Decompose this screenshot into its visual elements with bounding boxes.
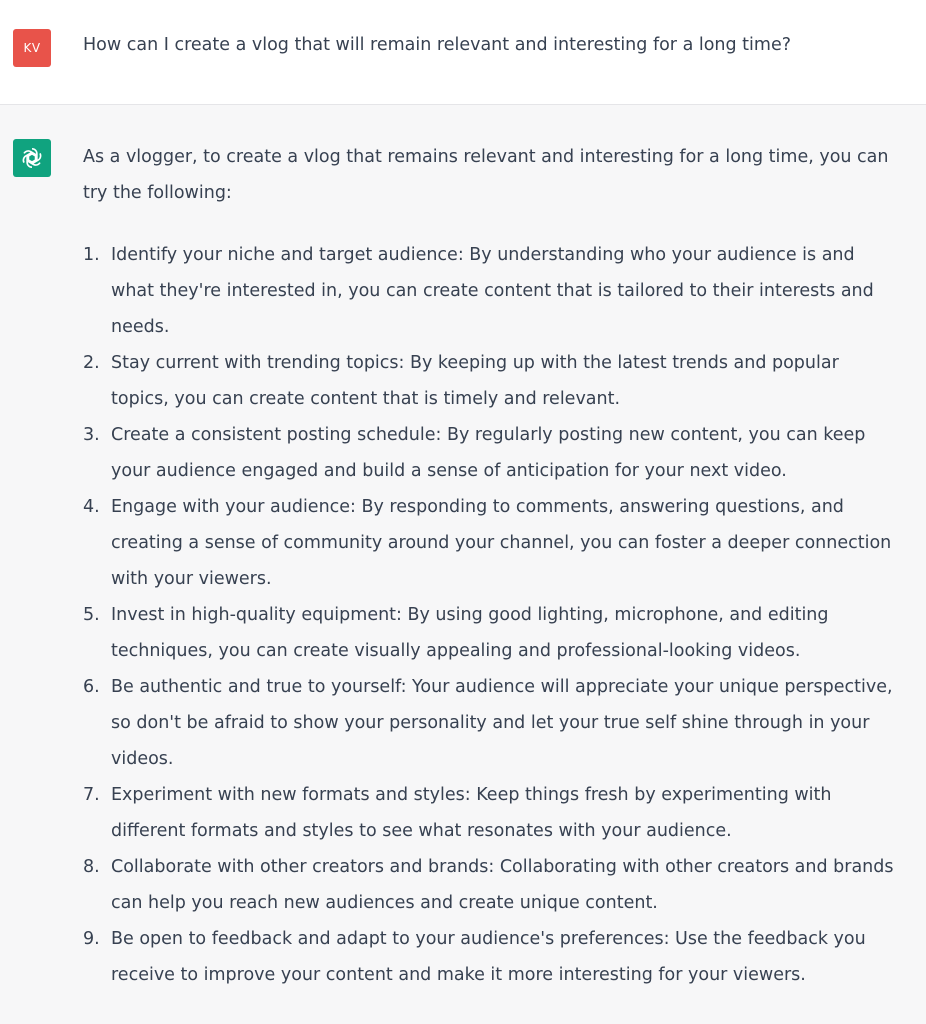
tip-item (83, 921, 918, 993)
tip-text-line: videos. (111, 749, 174, 769)
tip-text-line: Identify your niche and target audience: By understanding who your audience is and (111, 245, 855, 265)
tip-text-line: can help you reach new audiences and create unique content. (111, 893, 658, 913)
tip-text-line: Engage with your audience: By responding to comments, answering questions, and (111, 497, 844, 517)
tip-item (83, 669, 918, 777)
assistant-message-body (83, 139, 918, 993)
tip-text-line: so don't be afraid to show your personality and let your true self shine through in your (111, 713, 870, 733)
tip-item (83, 417, 918, 489)
tip-text-line: techniques, you can create visually appealing and professional-looking videos. (111, 641, 801, 661)
tip-text-line: Stay current with trending topics: By keeping up with the latest trends and popular (111, 353, 839, 373)
tip-item (83, 849, 918, 921)
tip-text-line: Collaborate with other creators and brands: Collaborating with other creators and brands (111, 857, 894, 877)
tip-item (83, 237, 918, 345)
tip-item (83, 777, 918, 849)
tip-number: 3. (83, 425, 100, 445)
tip-item (83, 489, 918, 597)
tip-number: 5. (83, 605, 100, 625)
assistant-avatar (13, 139, 51, 177)
tip-text-line: needs. (111, 317, 170, 337)
assistant-message-row (0, 105, 926, 1024)
tip-number: 1. (83, 245, 100, 265)
tips-list (83, 237, 918, 993)
assistant-intro (83, 139, 918, 211)
user-avatar: KV (13, 29, 51, 67)
tip-text-line: what they're interested in, you can create content that is tailored to their interests and (111, 281, 874, 301)
intro-line: try the following: (83, 183, 232, 203)
tip-text-line: Be open to feedback and adapt to your audience's preferences: Use the feedback you (111, 929, 866, 949)
tip-text-line: Be authentic and true to yourself: Your audience will appreciate your unique perspective, (111, 677, 893, 697)
tip-text-line: your audience engaged and build a sense of anticipation for your next video. (111, 461, 787, 481)
tip-item (83, 597, 918, 669)
tip-item (83, 345, 918, 417)
tip-text-line: receive to improve your content and make it more interesting for your viewers. (111, 965, 806, 985)
user-message-row (0, 0, 926, 105)
tip-text-line: Experiment with new formats and styles: Keep things fresh by experimenting with (111, 785, 832, 805)
tip-number: 9. (83, 929, 100, 949)
tip-number: 2. (83, 353, 100, 373)
tip-text-line: creating a sense of community around your channel, you can foster a deeper connection (111, 533, 892, 553)
tip-number: 6. (83, 677, 100, 697)
intro-line: As a vlogger, to create a vlog that remains relevant and interesting for a long time, you can (83, 147, 889, 167)
tip-text-line: different formats and styles to see what resonates with your audience. (111, 821, 732, 841)
tip-number: 4. (83, 497, 100, 517)
tip-text-line: Create a consistent posting schedule: By regularly posting new content, you can keep (111, 425, 866, 445)
tip-text-line: Invest in high-quality equipment: By using good lighting, microphone, and editing (111, 605, 829, 625)
tip-text-line: topics, you can create content that is timely and relevant. (111, 389, 621, 409)
user-message-text: How can I create a vlog that will remain relevant and interesting for a long time? (83, 35, 792, 55)
openai-logo-icon (19, 145, 45, 171)
tip-number: 7. (83, 785, 100, 805)
tip-number: 8. (83, 857, 100, 877)
tip-text-line: with your viewers. (111, 569, 272, 589)
